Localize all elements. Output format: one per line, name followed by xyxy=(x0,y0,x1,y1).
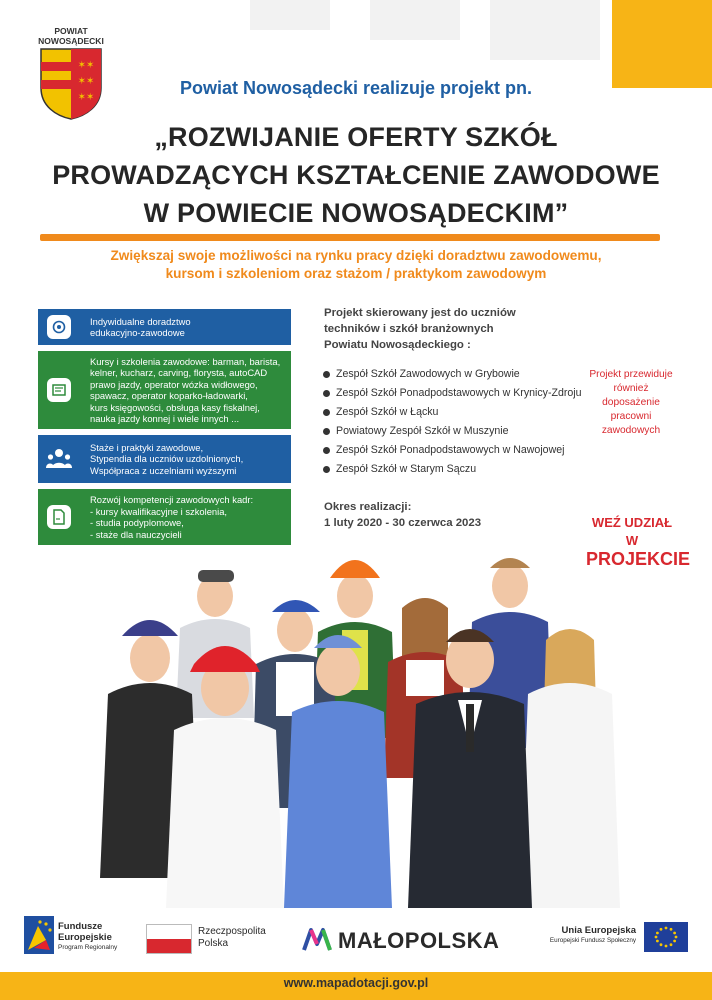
ue-text-line: Unia Europejska xyxy=(561,925,636,936)
note-line: zawodowych xyxy=(601,425,661,436)
period-dates: 1 luty 2020 - 30 czerwca 2023 xyxy=(324,517,482,529)
school-list-item xyxy=(323,406,438,418)
malopolska-logo-mark xyxy=(302,926,332,957)
svg-text:✶✶: ✶✶ xyxy=(77,60,95,71)
school-name: Zespół Szkół w Łącku xyxy=(336,406,439,418)
period-label: Okres realizacji: xyxy=(324,501,412,513)
website-link[interactable]: www.mapadotacji.gov.pl xyxy=(283,976,429,990)
ue-logo-text xyxy=(544,926,636,946)
box-text-line: - kursy kwalifikacyjne i szkolenia, xyxy=(90,505,228,517)
rp-logo-text xyxy=(198,926,266,950)
offer-box-courses xyxy=(38,351,291,429)
divider-bar xyxy=(40,234,660,241)
students-photo xyxy=(70,548,660,918)
box-text-line: edukacyjno-zawodowe xyxy=(90,327,185,338)
school-name: Zespół Szkół Ponadpodstawowych w Krynicy-Zdroju xyxy=(336,387,582,399)
box-text-line: Indywidualne doradztwo xyxy=(90,315,191,327)
svg-text:✶✶: ✶✶ xyxy=(77,92,95,103)
svg-text:✶✶: ✶✶ xyxy=(77,76,95,87)
group-icon xyxy=(38,435,80,483)
crest-label-line: POWIAT xyxy=(54,26,88,36)
decor-square xyxy=(370,0,460,40)
crest-label-line: NOWOSĄDECKI xyxy=(38,36,104,46)
box-text-line: kelner, kucharz, carving, florysta, autoCAD xyxy=(90,367,268,378)
ue-text-line: Europejski Fundusz Społeczny xyxy=(549,937,636,944)
offer-box-consulting xyxy=(38,309,291,345)
crest-label xyxy=(36,26,106,46)
box-text-line: prawo jazdy, operator wózka widłowego, xyxy=(90,378,258,390)
offer-box-internships xyxy=(38,435,291,483)
malopolska-logo-text: MAŁOPOLSKA xyxy=(338,928,500,953)
project-title-line: „ROZWIJANIE OFERTY SZKÓŁ xyxy=(154,122,558,152)
fe-logo-text xyxy=(58,922,117,954)
school-list-item xyxy=(323,463,476,475)
poland-flag xyxy=(146,924,192,954)
school-list-item xyxy=(323,387,582,399)
box-text-line: - staże dla nauczycieli xyxy=(90,528,182,540)
school-list-item xyxy=(323,425,509,437)
eu-flag xyxy=(644,922,688,957)
project-period xyxy=(324,499,481,531)
note-line: pracowni xyxy=(610,411,652,422)
cta-line: PROJEKCIE xyxy=(586,549,691,569)
target-line: techników i szkół branżownych xyxy=(324,323,494,335)
equipment-note xyxy=(586,368,676,438)
note-line: również xyxy=(613,383,649,394)
school-name: Zespół Szkół w Starym Sączu xyxy=(336,463,477,475)
fe-text-line: Europejskie xyxy=(58,931,112,943)
box-text-line: Kursy i szkolenia zawodowe: barman, barista, xyxy=(90,355,281,367)
fe-text-line: Program Regionalny xyxy=(58,944,118,951)
tagline-line: Zwiększaj swoje możliwości na rynku pracy dzięki doradztwu zawodowemu, xyxy=(110,248,602,263)
school-list-item xyxy=(323,444,564,456)
rp-text-line: Polska xyxy=(198,938,229,949)
school-name: Powiatowy Zespół Szkół w Muszynie xyxy=(336,425,509,437)
document-icon xyxy=(38,489,80,545)
project-title-line: W POWIECIE NOWOSĄDECKIM” xyxy=(143,198,569,228)
target-description xyxy=(324,305,516,353)
footer-logos xyxy=(0,908,712,974)
decor-square xyxy=(490,0,600,60)
cta-line: WEŹ UDZIAŁ W xyxy=(591,515,673,548)
school-list-item xyxy=(323,368,520,380)
target-line: Projekt skierowany jest do uczniów xyxy=(324,307,516,319)
project-title-line: PROWADZĄCYCH KSZTAŁCENIE ZAWODOWE xyxy=(52,160,660,190)
school-name: Zespół Szkół Zawodowych w Grybowie xyxy=(336,368,520,380)
note-line: doposażenie xyxy=(602,397,660,408)
target-line: Powiatu Nowosądeckiego : xyxy=(324,339,471,351)
decor-square xyxy=(250,0,330,30)
box-text-line: kurs księgowości, obsługa kasy fiskalnej, xyxy=(90,401,260,413)
box-text-line: Staże i praktyki zawodowe, xyxy=(90,441,204,453)
note-line: Projekt przewiduje xyxy=(589,369,673,380)
box-text-line: - studia podyplomowe, xyxy=(90,517,184,528)
fe-text-line: Fundusze xyxy=(58,921,103,932)
offer-box-staff xyxy=(38,489,291,545)
box-text-line: Stypendia dla uczniów uzdolnionych, xyxy=(90,453,244,465)
project-intro: Powiat Nowosądecki realizuje projekt pn. xyxy=(179,78,533,98)
school-name: Zespół Szkół Ponadpodstawowych w Nawojowej xyxy=(336,444,565,456)
box-text-line: nauka jazdy konnej i wiele innych ... xyxy=(90,413,240,424)
tagline-line: kursom i szkoleniom oraz stażom / praktykom zawodowym xyxy=(165,266,547,281)
fe-logo xyxy=(24,916,54,959)
box-text-line: Rozwój kompetencji zawodowych kadr: xyxy=(90,494,254,505)
certificate-icon xyxy=(38,351,80,429)
box-text-line: spawacz, operator koparko-ładowarki, xyxy=(90,390,248,401)
box-text-line: Współpraca z uczelniami wyższymi xyxy=(90,464,237,476)
decor-square-yellow xyxy=(612,0,712,88)
consulting-icon xyxy=(38,309,80,345)
rp-text-line: Rzeczpospolita xyxy=(198,926,266,937)
